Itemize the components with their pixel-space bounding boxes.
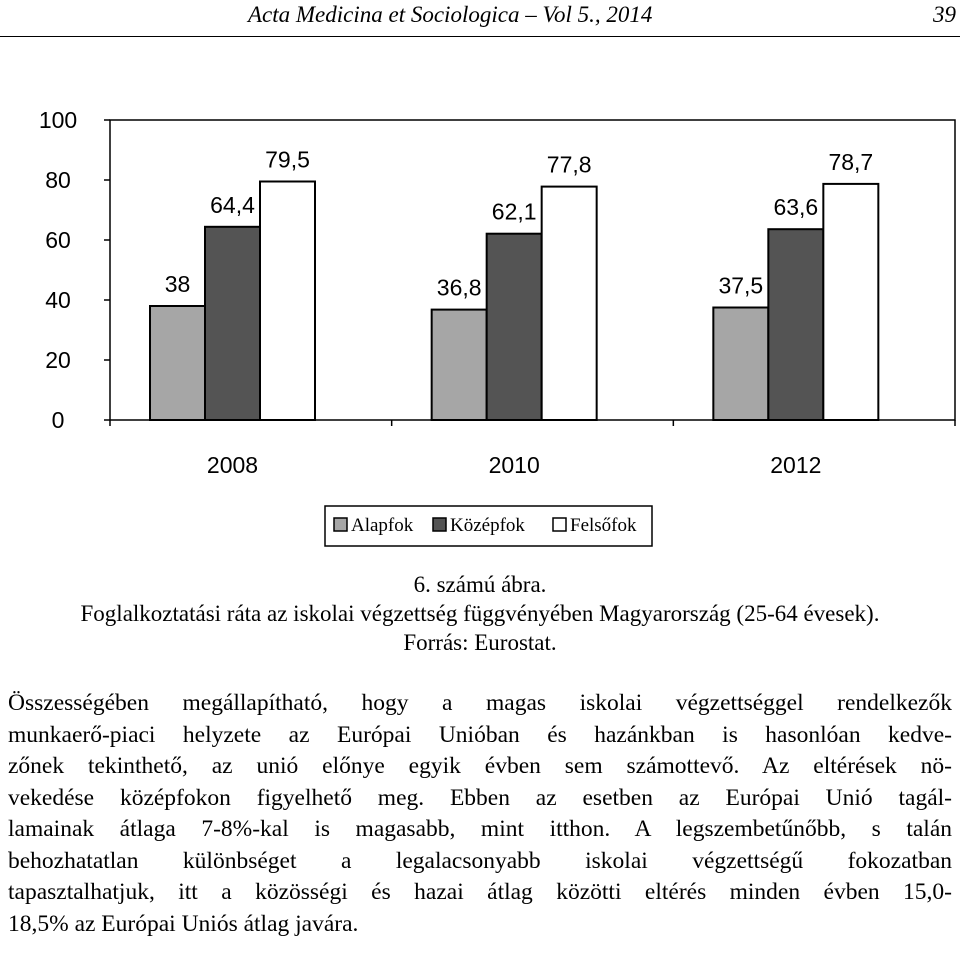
data-label: 64,4 [210,191,255,218]
data-label: 63,6 [773,194,819,221]
x-category-label: 2012 [770,452,822,478]
body-line: lamainak átlaga 7-8%-kal is magasabb, mint itthon. A legszembetűnőbb, s talán [8,816,952,842]
bar-középfok [205,227,260,420]
body-line: behozhatatlan különbséget a legalacsonyabb iskolai végzettségű fokozatban [8,847,952,874]
y-tick-label: 80 [45,167,71,193]
body-line: 18,5% az Európai Uniós átlag javára. [8,910,359,937]
bar-alapfok [150,306,205,420]
running-header [0,0,960,37]
y-tick-label: 0 [51,407,65,433]
legend-label: Felsőfok [570,515,637,536]
data-label: 38 [164,271,191,297]
data-label: 36,8 [436,274,482,301]
body-line: tapasztalhatjuk, itt a közösségi és hazai átlag közötti eltérés minden évben 15,0- [8,879,952,905]
body-line: vekedése középfokon figyelhető meg. Ebben az esetben az Európai Unió tagál- [8,784,952,811]
legend-swatch-felsőfok [553,518,566,531]
figure-caption-source: Forrás: Eurostat. [403,630,557,655]
bar-alapfok [432,310,487,420]
bar-középfok [487,234,542,420]
bar-felsőfok [542,187,597,420]
bar-chart [0,40,960,560]
body-line: zőnek tekinthető, az unió előnye egyik évben sem számottevő. Az eltérések nö- [8,753,952,779]
figure-caption-number: 6. számú ábra. [413,572,547,597]
bar-felsőfok [260,182,315,421]
legend-swatch-középfok [433,518,446,531]
figure-caption-title: Foglalkoztatási ráta az iskolai végzettség függvényében Magyarország (25-64 évesek). [80,601,880,626]
legend-label: Alapfok [351,515,414,536]
data-label: 78,7 [828,148,874,175]
data-label: 79,5 [265,146,310,173]
journal-title: Acta Medicina et Sociologica – Vol 5., 2014 [248,2,653,27]
legend-swatch-alapfok [334,518,347,531]
body-paragraph [8,688,952,940]
bar-felsőfok [823,184,878,420]
data-label: 62,1 [491,198,537,225]
x-category-label: 2010 [488,452,540,478]
bar-alapfok [713,308,768,421]
data-label: 77,8 [546,151,592,178]
y-tick-label: 20 [45,347,71,373]
body-line: munkaerő-piaci helyzete az Európai Unióban és hazánkban is hasonlóan kedve- [8,721,952,748]
bar-középfok [768,229,823,420]
data-label: 37,5 [718,272,764,299]
x-category-label: 2008 [206,452,259,478]
y-tick-label: 60 [45,227,71,253]
body-line: Összességében megállapítható, hogy a magas iskolai végzettséggel rendelkezők [8,690,952,716]
page-number: 39 [933,2,956,27]
y-tick-label: 100 [38,107,78,133]
y-tick-label: 40 [45,287,71,313]
legend-label: Középfok [450,515,525,536]
